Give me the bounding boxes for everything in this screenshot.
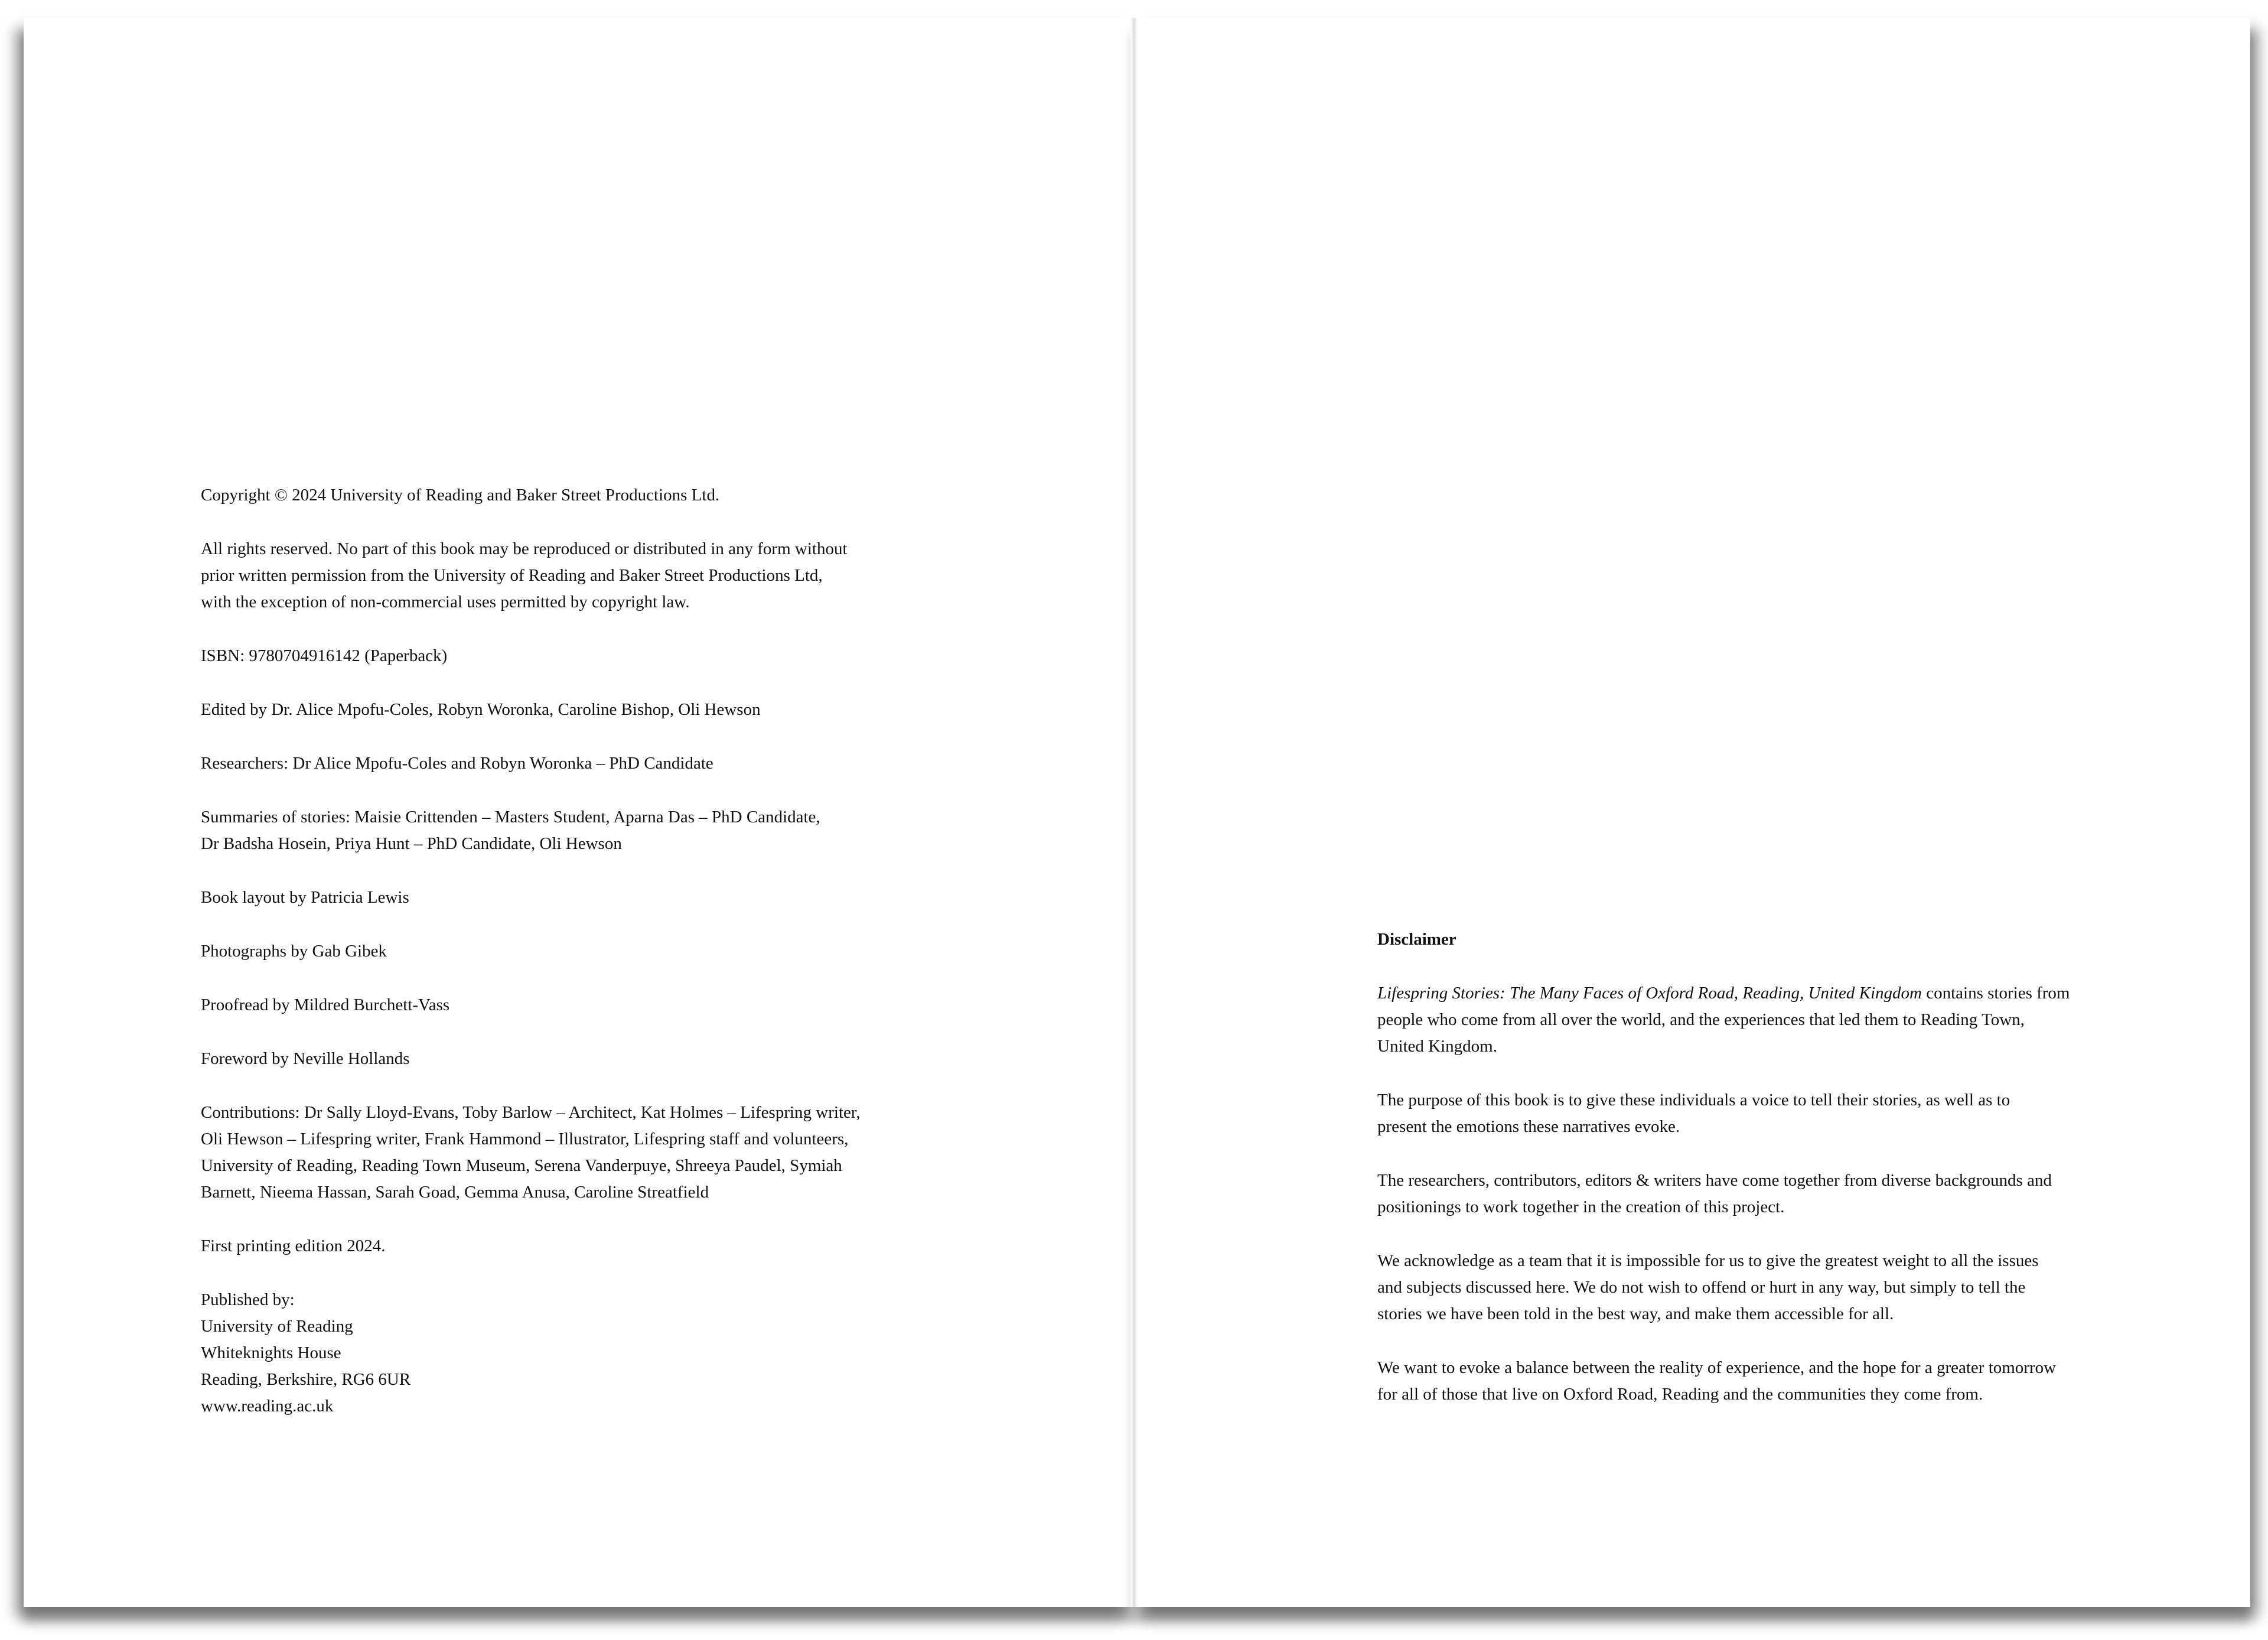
foreword-line: Foreword by Neville Hollands [201,1049,410,1068]
disclaimer-heading: Disclaimer [1377,930,1456,949]
publisher-address: Published by: University of Reading Whiteknights House Reading, Berkshire, RG6 6UR www.reading.ac.uk [201,1290,411,1416]
edited-by-line: Edited by Dr. Alice Mpofu-Coles, Robyn Woronka, Caroline Bishop, Oli Hewson [201,700,761,719]
researchers-line: Researchers: Dr Alice Mpofu-Coles and Robyn Woronka – PhD Candidate [201,754,713,773]
copyright-block [201,482,945,1420]
disclaimer-team: The researchers, contributors, editors & writers have come together from diverse backgrounds and positionings to work together in the creation of this project. [1377,1171,2052,1216]
disclaimer-intro-rest: contains stories from people who come from all over the world, and the experiences that led them to Reading Town, United Kingdom. [1377,984,2070,1056]
book-layout-line: Book layout by Patricia Lewis [201,888,409,907]
photographs-line: Photographs by Gab Gibek [201,942,387,961]
disclaimer-purpose: The purpose of this book is to give these individuals a voice to tell their stories, as well as to present the emotions these narratives evoke. [1377,1091,2010,1136]
disclaimer-block [1377,926,2145,1408]
disclaimer-intro [1377,980,2145,1060]
left-page [24,18,1134,1607]
disclaimer-acknowledgement: We acknowledge as a team that it is impossible for us to give the greatest weight to all the issues and subjects discussed here. We do not wish to offend or hurt in any way, but simply to tell the stories we have been told in the best way, and make them accessible for all. [1377,1251,2039,1323]
summaries-line: Summaries of stories: Maisie Crittenden – Masters Student, Aparna Das – PhD Candidate, Dr Badsha Hosein, Priya Hunt – PhD Candidate, Oli Hewson [201,808,820,853]
first-printing-line: First printing edition 2024. [201,1236,386,1255]
open-book-spread [24,18,2250,1607]
book-gutter [1130,18,1138,1607]
rights-reserved-text: All rights reserved. No part of this book may be reproduced or distributed in any form without prior written permission from the University of Reading and Baker Street Productions Ltd, with the exception of non-commercial uses permitted by copyright law. [201,539,848,611]
proofread-line: Proofread by Mildred Burchett-Vass [201,995,450,1014]
book-title-italic: Lifespring Stories: The Many Faces of Oxford Road, Reading, United Kingdom [1377,984,1922,1003]
contributions-text: Contributions: Dr Sally Lloyd-Evans, Toby Barlow – Architect, Kat Holmes – Lifespring writer, Oli Hewson – Lifespring writer, Frank Hammond – Illustrator, Lifespring staff and volunteers, University of Reading, Reading Town Museum, Serena Vanderpuye, Shreeya Paudel, Symiah Barnett, Nieema Hassan, Sarah Goad, Gemma Anusa, Caroline Streatfield [201,1103,861,1202]
right-page [1134,18,2250,1607]
disclaimer-balance: We want to evoke a balance between the reality of experience, and the hope for a greater tomorrow for all of those that live on Oxford Road, Reading and the communities they come from. [1377,1358,2057,1404]
copyright-line: Copyright © 2024 University of Reading and Baker Street Productions Ltd. [201,486,720,505]
isbn-line: ISBN: 9780704916142 (Paperback) [201,646,448,665]
